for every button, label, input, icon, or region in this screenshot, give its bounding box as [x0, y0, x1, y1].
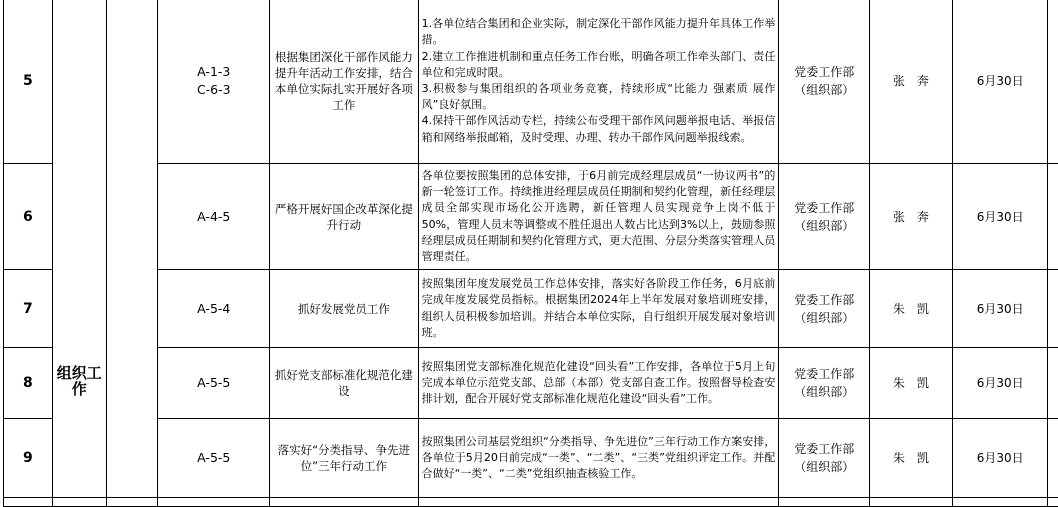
code-cell	[158, 0, 270, 164]
code-1: A-1-3	[158, 63, 269, 81]
category-cell	[52, 0, 106, 498]
blank-cell	[1048, 498, 1058, 507]
dept-sub: （组织部）	[779, 217, 869, 235]
code-cell	[158, 419, 270, 498]
task-cell: 根据集团深化干部作风能力提升年活动工作安排，结合本单位实际扎实开展好各项工作	[270, 0, 419, 164]
code-cell	[158, 348, 270, 419]
code-1: A-4-5	[158, 208, 269, 226]
code-2: C-6-3	[158, 81, 269, 99]
blank-cell	[418, 498, 779, 507]
code-1: A-5-5	[158, 374, 269, 392]
table-row	[4, 348, 1058, 419]
person-cell: 朱 凯	[870, 419, 953, 498]
table-row	[4, 419, 1058, 498]
detail-cell	[418, 419, 779, 498]
detail-line: 3.积极参与集团组织的各项业务竞赛，持续形成“比能力 强素质 展作风”良好氛围。	[422, 81, 776, 113]
date-cell: 6月30日	[952, 0, 1048, 164]
table-row-partial	[4, 498, 1058, 507]
category-label: 组织工作	[57, 364, 102, 398]
dept-name: 党委工作部	[779, 291, 869, 309]
detail-line: 各单位要按照集团的总体安排，于6月前完成经理层成员“一协议两书”的新一轮签订工作。持续推进经理层成员任期制和契约化管理，新任经理层成员全部实现市场化公开选聘，新任管理人员实现竞争上岗不低于50%，管理人员末等调整或不胜任退出人数占比达到3%以上，鼓励参照经理层成员任期制和契约化管理方式，更大范围、分层分类落实管理人员管理责任。	[422, 168, 776, 265]
dept-sub: （组织部）	[779, 458, 869, 476]
detail-line: 4.保持干部作风活动专栏，持续公布受理干部作风问题举报电话、举报信箱和网络举报邮箱，及时受理、办理、转办干部作风问题举报线索。	[422, 113, 776, 145]
table-row	[4, 0, 1058, 164]
detail-line: 1.各单位结合集团和企业实际，制定深化干部作风能力提升年具体工作举措。	[422, 16, 776, 48]
code-1: A-5-4	[158, 300, 269, 318]
detail-cell	[418, 270, 779, 348]
date-cell: 6月30日	[952, 270, 1048, 348]
table-row	[4, 270, 1058, 348]
task-cell: 落实好“分类指导、争先进位”三年行动工作	[270, 419, 419, 498]
code-1: A-5-5	[158, 449, 269, 467]
dept-cell	[779, 164, 870, 270]
edge-cell	[1048, 348, 1058, 419]
row-number: 9	[4, 419, 53, 498]
blank-cell	[158, 498, 270, 507]
edge-cell	[1048, 419, 1058, 498]
detail-cell	[418, 348, 779, 419]
person-cell: 张 奔	[870, 164, 953, 270]
person-cell: 朱 凯	[870, 348, 953, 419]
row-number: 8	[4, 348, 53, 419]
edge-cell	[1048, 270, 1058, 348]
task-cell: 严格开展好国企改革深化提升行动	[270, 164, 419, 270]
work-plan-table	[3, 0, 1058, 507]
row-number: 5	[4, 0, 53, 164]
task-cell: 抓好发展党员工作	[270, 270, 419, 348]
table-row	[4, 164, 1058, 270]
blank-cell	[4, 498, 53, 507]
detail-cell	[418, 164, 779, 270]
detail-cell	[418, 0, 779, 164]
detail-line: 按照集团公司基层党组织“分类指导、争先进位”三年行动工作方案安排，各单位于5月20日前完成“一类”、“二类”、“三类”党组织评定工作。并配合做好“一类”、“二类”党组织抽查核验工作。	[422, 434, 776, 483]
person-cell: 张 奔	[870, 0, 953, 164]
detail-line: 按照集团党支部标准化规范化建设“回头看”工作安排，各单位于5月上旬完成本单位示范党支部、总部（本部）党支部自查工作。按照督导检查安排计划，配合开展好党支部标准化规范化建设“回头看”工作。	[422, 359, 776, 408]
edge-cell	[1048, 164, 1058, 270]
blank-cell	[106, 0, 158, 498]
code-cell	[158, 164, 270, 270]
dept-name: 党委工作部	[779, 63, 869, 81]
blank-cell	[870, 498, 953, 507]
dept-sub: （组织部）	[779, 309, 869, 327]
task-cell: 抓好党支部标准化规范化建设	[270, 348, 419, 419]
dept-name: 党委工作部	[779, 440, 869, 458]
dept-cell	[779, 270, 870, 348]
blank-cell	[52, 498, 106, 507]
date-cell: 6月30日	[952, 164, 1048, 270]
detail-line: 按照集团年度发展党员工作总体安排，落实好各阶段工作任务，6月底前完成年度发展党员指标。根据集团2024年上半年发展对象培训班安排，组织人员积极参加培训。并结合本单位实际，自行组织开展发展对象培训班。	[422, 276, 776, 341]
dept-name: 党委工作部	[779, 199, 869, 217]
dept-cell	[779, 0, 870, 164]
row-number: 6	[4, 164, 53, 270]
date-cell: 6月30日	[952, 419, 1048, 498]
blank-cell	[779, 498, 870, 507]
blank-cell	[106, 498, 158, 507]
blank-cell	[952, 498, 1048, 507]
edge-cell	[1048, 0, 1058, 164]
dept-cell	[779, 419, 870, 498]
dept-cell	[779, 348, 870, 419]
date-cell: 6月30日	[952, 348, 1048, 419]
row-number: 7	[4, 270, 53, 348]
dept-sub: （组织部）	[779, 383, 869, 401]
person-cell: 朱 凯	[870, 270, 953, 348]
dept-name: 党委工作部	[779, 365, 869, 383]
blank-cell	[270, 498, 419, 507]
code-cell	[158, 270, 270, 348]
dept-sub: （组织部）	[779, 81, 869, 99]
detail-line: 2.建立工作推进机制和重点任务工作台账，明确各项工作牵头部门、责任单位和完成时限。	[422, 49, 776, 81]
